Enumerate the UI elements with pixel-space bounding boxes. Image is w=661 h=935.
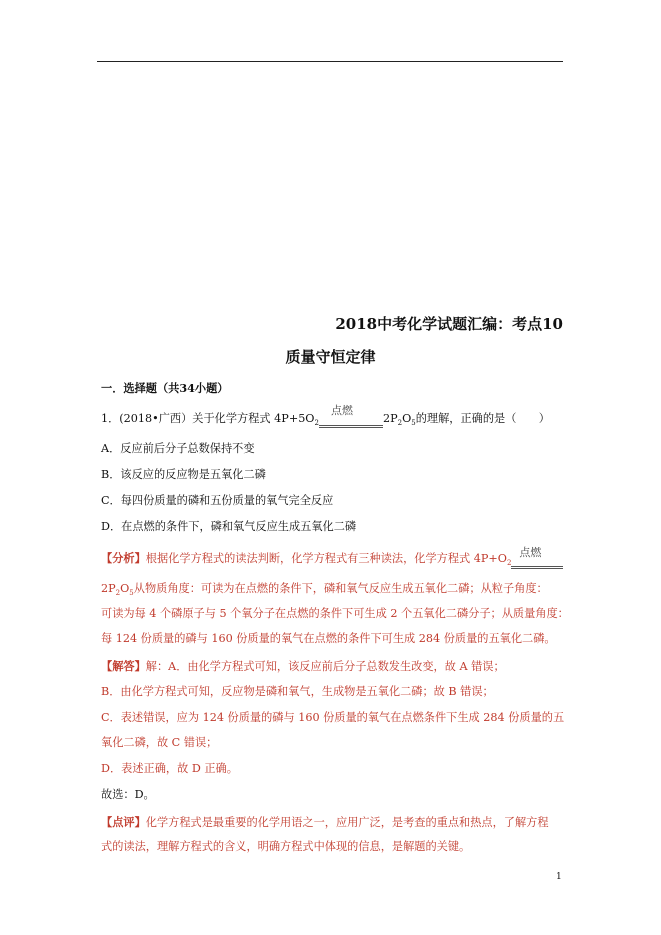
comment-line-2: 式的读法，理解方程式的含义，明确方程式中体现的信息，是解题的关键。	[101, 840, 471, 853]
analysis-line-2: $2P_2O_5$从物质角度：可读为在点燃的条件下，磷和氧气反应生成五氧化二磷；从粒子角度：	[101, 582, 548, 598]
answer-line-6: 故选：D。	[101, 788, 155, 801]
analysis-line-3: 可读为每 4 个磷原子与 5 个氧分子在点燃的条件下可生成 2 个五氧化二磷分子；从质量角度：	[101, 607, 569, 620]
page-number: 1	[556, 872, 562, 882]
answer-line-4: 氧化二磷，故 C 错误；	[101, 736, 218, 749]
option-d: D．在点燃的条件下，磷和氧气反应生成五氧化二磷	[101, 520, 357, 533]
comment-line-1: 【点评】化学方程式是最重要的化学用语之一，应用广泛，是考查的重点和热点，了解方程	[101, 815, 549, 829]
analysis-line-4: 每 124 份质量的磷与 160 份质量的氧气在点燃的条件下可生成 284 份质量的五氧化二磷。	[101, 632, 556, 645]
answer-line-1: 【解答】解：A．由化学方程式可知，该反应前后分子总数发生改变，故 A 错误；	[101, 659, 505, 673]
reaction-arrow: 点燃	[319, 416, 383, 430]
header-rule	[97, 61, 563, 62]
analysis-line-1: 【分析】根据化学方程式的读法判断，化学方程式有三种读法，化学方程式 $4P+O_2$ 点燃	[101, 551, 563, 570]
page-title: 2018中考化学试题汇编：考点10	[335, 315, 563, 333]
answer-line-5: D．表述正确，故 D 正确。	[101, 762, 238, 775]
answer-line-3: C．表述错误，应为 124 份质量的磷与 160 份质量的氧气在点燃条件下生成 284 份质量的五	[101, 711, 565, 724]
section-heading: 一．选择题（共34小题）	[101, 381, 229, 395]
option-a: A．反应前后分子总数保持不变	[101, 442, 255, 455]
question-stem: 1．(2018•广西）关于化学方程式 $4P+5O_2$ 点燃 $2P_2O_5$的理解，正确的是（ ）	[101, 412, 550, 430]
answer-line-2: B．由化学方程式可知，反应物是磷和氧气，生成物是五氧化二磷；故 B 错误；	[101, 685, 494, 698]
option-c: C．每四份质量的磷和五份质量的氧气完全反应	[101, 494, 334, 507]
reaction-arrow: 点燃	[511, 556, 563, 570]
page-subtitle: 质量守恒定律	[285, 348, 376, 366]
option-b: B．该反应的反应物是五氧化二磷	[101, 468, 266, 481]
